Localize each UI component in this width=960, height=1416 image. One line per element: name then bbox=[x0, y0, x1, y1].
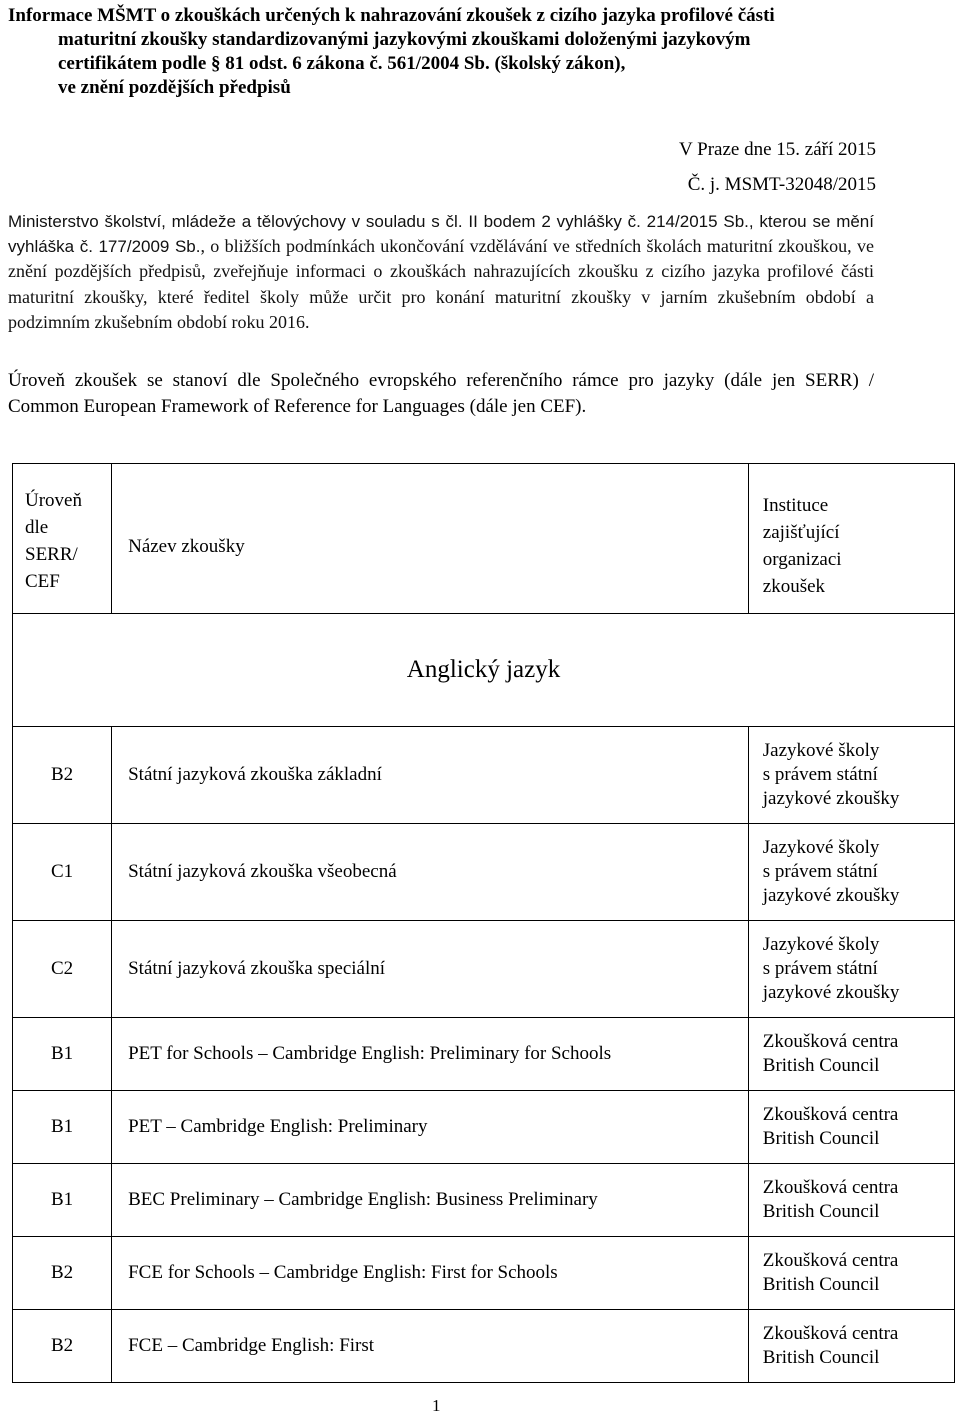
intro-paragraph bbox=[8, 210, 874, 335]
intro-sans-text: Ministerstvo školství, mládeže a tělovýchovy v souladu s čl. II bodem 2 vyhlášky č. 214/2015 Sb., kterou se mění vyhláška č. 177/2009 Sb. bbox=[8, 212, 874, 257]
level-cell: B2 bbox=[13, 727, 112, 824]
institution-cell bbox=[748, 1164, 954, 1237]
table-row bbox=[13, 1237, 955, 1310]
institution-cell bbox=[748, 1310, 954, 1383]
name-cell: PET ‒ Cambridge English: Preliminary bbox=[112, 1091, 749, 1164]
institution-line: Jazykové školy bbox=[762, 934, 880, 955]
institution-line: Zkoušková centra bbox=[762, 1250, 899, 1271]
institution-line: British Council bbox=[762, 1274, 880, 1295]
level-header-line: dle bbox=[25, 516, 49, 538]
level-header bbox=[13, 464, 112, 614]
level-cell: C1 bbox=[13, 824, 112, 921]
institution-line: s právem státní bbox=[762, 861, 878, 882]
table-row bbox=[13, 1018, 955, 1091]
institution-line: s právem státní bbox=[762, 958, 878, 979]
level-cell: B1 bbox=[13, 1091, 112, 1164]
name-cell: FCE for Schools ‒ Cambridge English: First for Schools bbox=[112, 1237, 749, 1310]
institution-cell bbox=[748, 1237, 954, 1310]
name-cell: Státní jazyková zkouška speciální bbox=[112, 921, 749, 1018]
name-cell: FCE ‒ Cambridge English: First bbox=[112, 1310, 749, 1383]
section-row bbox=[13, 614, 955, 727]
institution-header bbox=[748, 464, 954, 614]
institution-line: Zkoušková centra bbox=[762, 1031, 899, 1052]
place-date: V Praze dne 15. září 2015 bbox=[679, 139, 876, 160]
title-line: Informace MŠMT o zkouškách určených k nahrazování zkoušek z cizího jazyka profilové části bbox=[8, 5, 775, 26]
name-cell: Státní jazyková zkouška všeobecná bbox=[112, 824, 749, 921]
title-line: maturitní zkoušky standardizovanými jazykovými zkouškami doloženými jazykovým bbox=[58, 29, 751, 50]
level-note-paragraph: Úroveň zkoušek se stanoví dle Společného evropského referenčního rámce pro jazyky (dále jen SERR) / Common European Framework of Reference for Languages (dále jen CEF). bbox=[8, 370, 874, 417]
reference-number: Č. j. MSMT-32048/2015 bbox=[687, 174, 876, 195]
name-header: Název zkoušky bbox=[112, 464, 749, 614]
institution-line: Zkoušková centra bbox=[762, 1104, 899, 1125]
name-cell: PET for Schools ‒ Cambridge English: Preliminary for Schools bbox=[112, 1018, 749, 1091]
institution-cell bbox=[748, 1091, 954, 1164]
level-cell: B2 bbox=[13, 1237, 112, 1310]
institution-line: jazykové zkoušky bbox=[762, 982, 900, 1003]
title-line: ve znění pozdějších předpisů bbox=[58, 77, 291, 98]
institution-cell bbox=[748, 727, 954, 824]
institution-header-line: zajišťující bbox=[762, 522, 840, 543]
level-cell: B1 bbox=[13, 1018, 112, 1091]
institution-cell bbox=[748, 921, 954, 1018]
level-header-line: Úroveň bbox=[25, 489, 82, 511]
institution-line: jazykové zkoušky bbox=[762, 885, 900, 906]
table-row bbox=[13, 921, 955, 1018]
level-header-line: SERR/ bbox=[25, 543, 78, 565]
institution-line: jazykové zkoušky bbox=[762, 788, 900, 809]
institution-line: Jazykové školy bbox=[762, 837, 880, 858]
exams-table bbox=[12, 463, 955, 1383]
institution-cell bbox=[748, 1018, 954, 1091]
institution-line: British Council bbox=[762, 1347, 880, 1368]
name-cell: BEC Preliminary ‒ Cambridge English: Business Preliminary bbox=[112, 1164, 749, 1237]
institution-line: British Council bbox=[762, 1201, 880, 1222]
institution-header-line: organizaci bbox=[762, 549, 842, 570]
table-row bbox=[13, 727, 955, 824]
title-line: certifikátem podle § 81 odst. 6 zákona č. 561/2004 Sb. (školský zákon), bbox=[58, 53, 626, 74]
level-cell: C2 bbox=[13, 921, 112, 1018]
section-title: Anglický jazyk bbox=[13, 614, 955, 727]
table-row bbox=[13, 1310, 955, 1383]
institution-line: British Council bbox=[762, 1128, 880, 1149]
table-row bbox=[13, 1091, 955, 1164]
institution-line: Jazykové školy bbox=[762, 740, 880, 761]
intro-serif-text: , o bližších podmínkách ukončování vzdělávání ve středních školách maturitní zkouškou, ve znění pozdějších předpisů, zveřejňuje informaci o zkouškách nahrazujících zkoušku z cizího jazyka profilové části maturitní zkoušky, které ředitel školy může určit pro konání maturitní zkoušky v jarním zkušebním období a podzimním zkušebním období roku 2016. bbox=[8, 236, 874, 332]
page-number: 1 bbox=[432, 1396, 441, 1415]
level-header-line: CEF bbox=[25, 570, 60, 592]
document-title bbox=[8, 4, 908, 100]
name-cell: Státní jazyková zkouška základní bbox=[112, 727, 749, 824]
institution-header-line: zkoušek bbox=[762, 576, 826, 597]
table-header-row bbox=[13, 464, 955, 614]
institution-header-line: Instituce bbox=[762, 495, 829, 516]
level-cell: B1 bbox=[13, 1164, 112, 1237]
institution-cell bbox=[748, 824, 954, 921]
institution-line: Zkoušková centra bbox=[762, 1177, 899, 1198]
institution-line: Zkoušková centra bbox=[762, 1323, 899, 1344]
institution-line: British Council bbox=[762, 1055, 880, 1076]
institution-line: s právem státní bbox=[762, 764, 878, 785]
table-row bbox=[13, 1164, 955, 1237]
table-row bbox=[13, 824, 955, 921]
level-cell: B2 bbox=[13, 1310, 112, 1383]
